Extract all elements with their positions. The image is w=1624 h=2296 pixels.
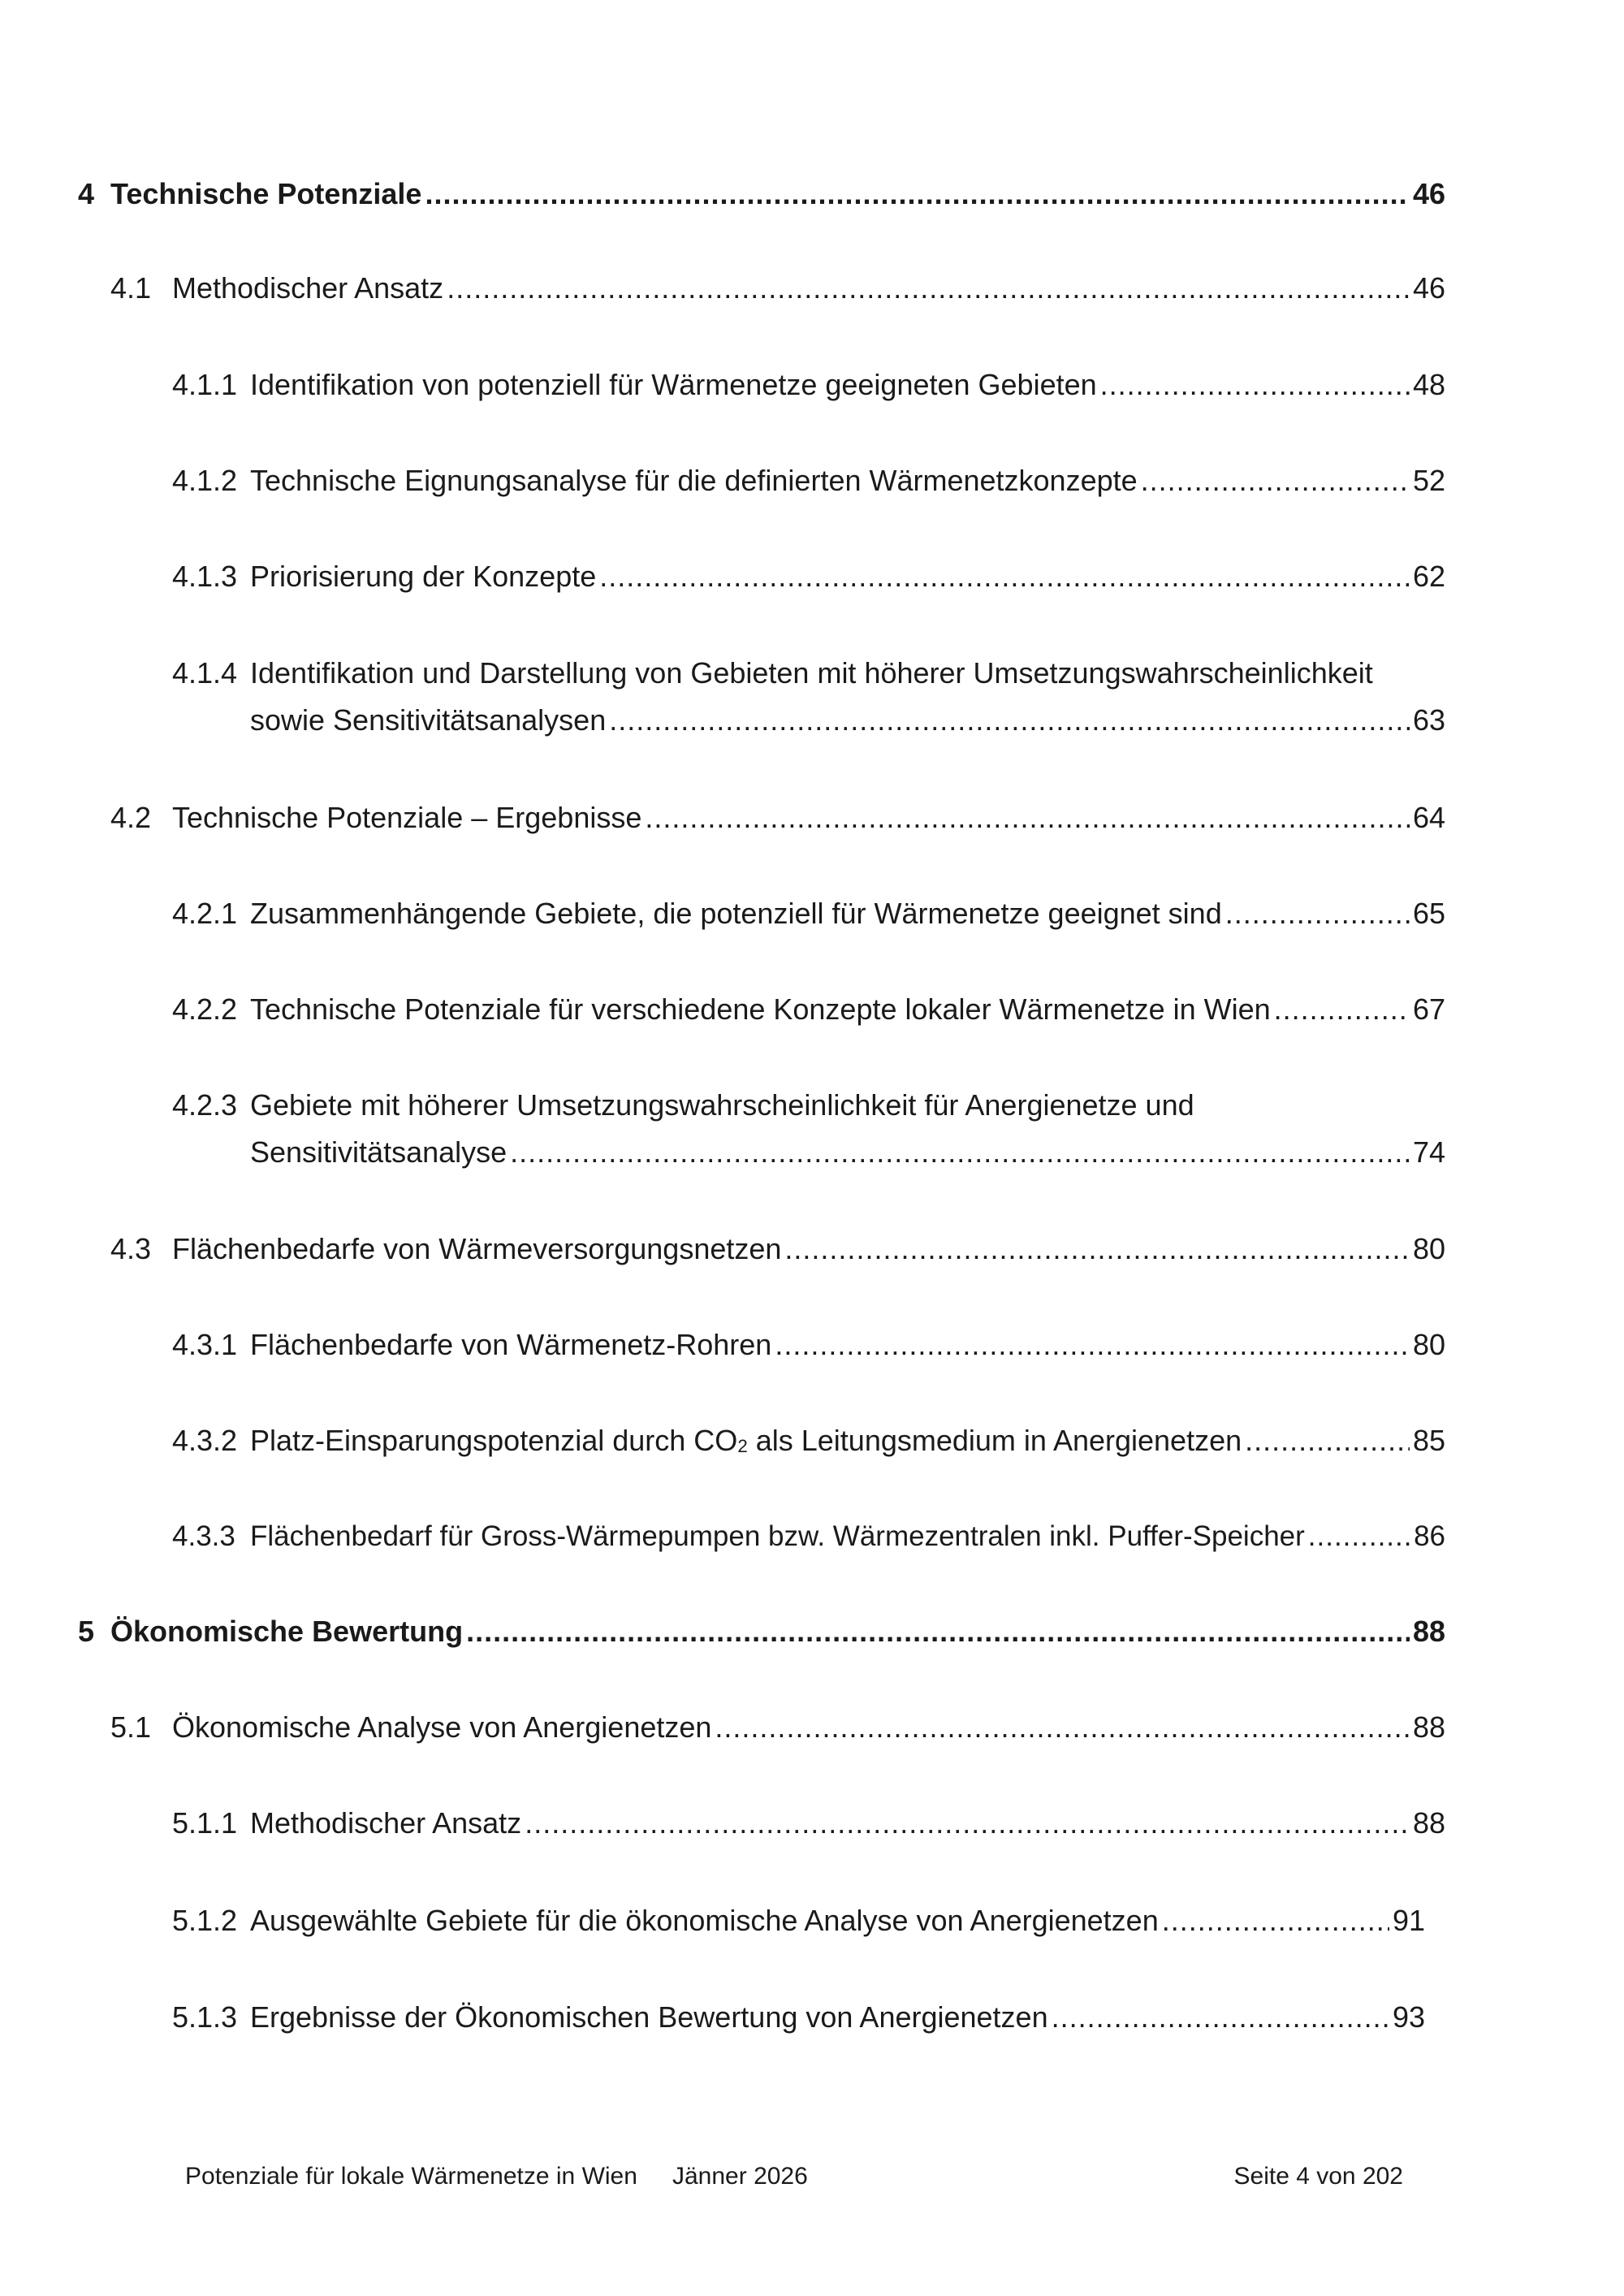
toc-page: 64 [1412,801,1445,834]
toc-entry-5-1[interactable] [0,1704,1445,1751]
toc-entry-4[interactable] [0,171,1445,218]
toc-number: 4.2.3 [172,1088,238,1122]
toc-page: 62 [1412,560,1445,593]
toc-number: 5.1.1 [172,1806,238,1840]
toc-title: Ökonomische Analyse von Anergienetzen [172,1710,712,1744]
toc-number: 4.2.2 [172,992,238,1026]
toc-entry-5-1-2[interactable] [0,1897,1425,1944]
toc-page: 88 [1412,1710,1445,1744]
dot-leader [1274,986,1410,1033]
toc-number: 5 [78,1615,95,1648]
toc-number: 4.3.3 [172,1520,235,1552]
toc-number: 4.1.4 [172,656,238,690]
dot-leader [447,265,1410,312]
toc-page: 88 [1412,1615,1445,1648]
dot-leader [1162,1897,1389,1944]
dot-leader [1225,890,1410,937]
toc-title: Zusammenhängende Gebiete, die potenziell für Wärmenetze geeignet sind [250,897,1222,930]
toc-entry-4-2-3[interactable] [0,1082,1445,1176]
dot-leader [1141,457,1410,504]
toc-title: Methodischer Ansatz [250,1806,522,1840]
toc-entry-4-3[interactable] [0,1226,1445,1273]
toc-title: Ausgewählte Gebiete für die ökonomische Analyse von Anergienetzen [250,1904,1159,1937]
toc-page: 67 [1412,992,1445,1026]
toc-title-continued: Sensitivitätsanalyse [250,1135,508,1169]
dot-leader [609,697,1410,744]
toc-number: 5.1.3 [172,2000,238,2034]
toc-number: 4.3.1 [172,1328,238,1361]
footer-document-title: Potenziale für lokale Wärmenetze in Wien [185,2163,637,2190]
dot-leader [1100,361,1410,409]
toc-page: 52 [1412,464,1445,497]
toc-entry-4-2[interactable] [0,794,1445,841]
dot-leader [715,1704,1410,1751]
toc-page: 46 [1412,177,1445,210]
toc-title: Identifikation von potenziell für Wärmenetze geeigneten Gebieten [250,368,1097,401]
toc-title-continued: sowie Sensitivitätsanalysen [250,703,607,737]
dot-leader [645,794,1410,841]
toc-entry-4-2-2[interactable] [0,986,1445,1033]
dot-leader [510,1129,1410,1176]
toc-title: Technische Potenziale [110,177,422,210]
toc-number: 4.1.2 [172,464,238,497]
toc-entry-4-1-3[interactable] [0,553,1445,600]
toc-entry-5-1-1[interactable] [0,1800,1445,1847]
toc-title [250,1417,1242,1470]
toc-page: 46 [1412,271,1445,305]
toc-entry-4-1-1[interactable] [0,361,1445,409]
toc-page: 63 [1412,703,1445,737]
toc-entry-4-3-2[interactable] [0,1417,1445,1470]
toc-page: 80 [1412,1328,1445,1361]
toc-page: 74 [1412,1135,1445,1169]
toc-title: Technische Potenziale für verschiedene Konzepte lokaler Wärmenetze in Wien [250,992,1271,1026]
toc-number: 4 [78,177,95,210]
toc-page: 85 [1412,1424,1445,1457]
toc-title: Ergebnisse der Ökonomischen Bewertung von Anergienetzen [250,2000,1048,2034]
dot-leader [1308,1513,1410,1560]
toc-page: 91 [1392,1904,1425,1937]
toc-page: 93 [1392,2000,1425,2034]
toc-title: Technische Potenziale – Ergebnisse [172,801,642,834]
toc-page: 86 [1414,1520,1445,1552]
toc-entry-4-1-2[interactable] [0,457,1445,504]
toc-entry-5[interactable] [0,1608,1445,1655]
dot-leader [784,1226,1410,1273]
toc-title: Flächenbedarf für Gross-Wärmepumpen bzw. Wärmezentralen inkl. Puffer-Speicher [250,1520,1305,1552]
toc-entry-4-1[interactable] [0,265,1445,312]
dot-leader [525,1800,1410,1847]
toc-entry-4-1-4[interactable] [0,650,1445,744]
toc-number: 4.3.2 [172,1424,238,1457]
toc-title: Gebiete mit höherer Umsetzungswahrscheinlichkeit für Anergienetze und [250,1088,1194,1122]
toc-number: 5.1 [110,1710,152,1744]
toc-page: 48 [1412,368,1445,401]
toc-entry-5-1-3[interactable] [0,1994,1425,2041]
dot-leader [1052,1994,1389,2041]
toc-title: Ökonomische Bewertung [110,1615,464,1648]
toc-number: 4.1 [110,271,152,305]
toc-title: Identifikation und Darstellung von Gebieten mit höherer Umsetzungswahrscheinlichkeit [250,656,1373,690]
toc-number: 4.3 [110,1232,152,1265]
toc-number: 4.1.3 [172,560,238,593]
toc-title-part: Platz-Einsparungspotenzial durch CO [250,1424,738,1457]
dot-leader [1245,1417,1410,1464]
toc-number: 4.2.1 [172,897,238,930]
dot-leader [599,553,1410,600]
toc-page: 80 [1412,1232,1445,1265]
dot-leader [425,171,1410,218]
toc-title: Priorisierung der Konzepte [250,560,597,593]
toc-title: Flächenbedarfe von Wärmeversorgungsnetzen [172,1232,782,1265]
toc-number: 4.1.1 [172,368,238,401]
toc-title: Technische Eignungsanalyse für die definierten Wärmenetzkonzepte [250,464,1138,497]
toc-entry-4-3-3[interactable] [0,1513,1445,1560]
dot-leader [466,1608,1410,1655]
toc-title: Methodischer Ansatz [172,271,444,305]
toc-title: Flächenbedarfe von Wärmenetz-Rohren [250,1328,772,1361]
toc-entry-4-2-1[interactable] [0,890,1445,937]
dot-leader [775,1321,1410,1369]
toc-title-part: als Leitungsmedium in Anergienetzen [747,1424,1242,1457]
toc-number: 5.1.2 [172,1904,238,1937]
toc-page: 65 [1412,897,1445,930]
footer-page-info: Seite 4 von 202 [1233,2163,1403,2190]
toc-entry-4-3-1[interactable] [0,1321,1445,1369]
footer-date: Jänner 2026 [672,2163,808,2190]
subscript-2: 2 [737,1436,748,1457]
toc-number: 4.2 [110,801,152,834]
toc-page: 88 [1412,1806,1445,1840]
